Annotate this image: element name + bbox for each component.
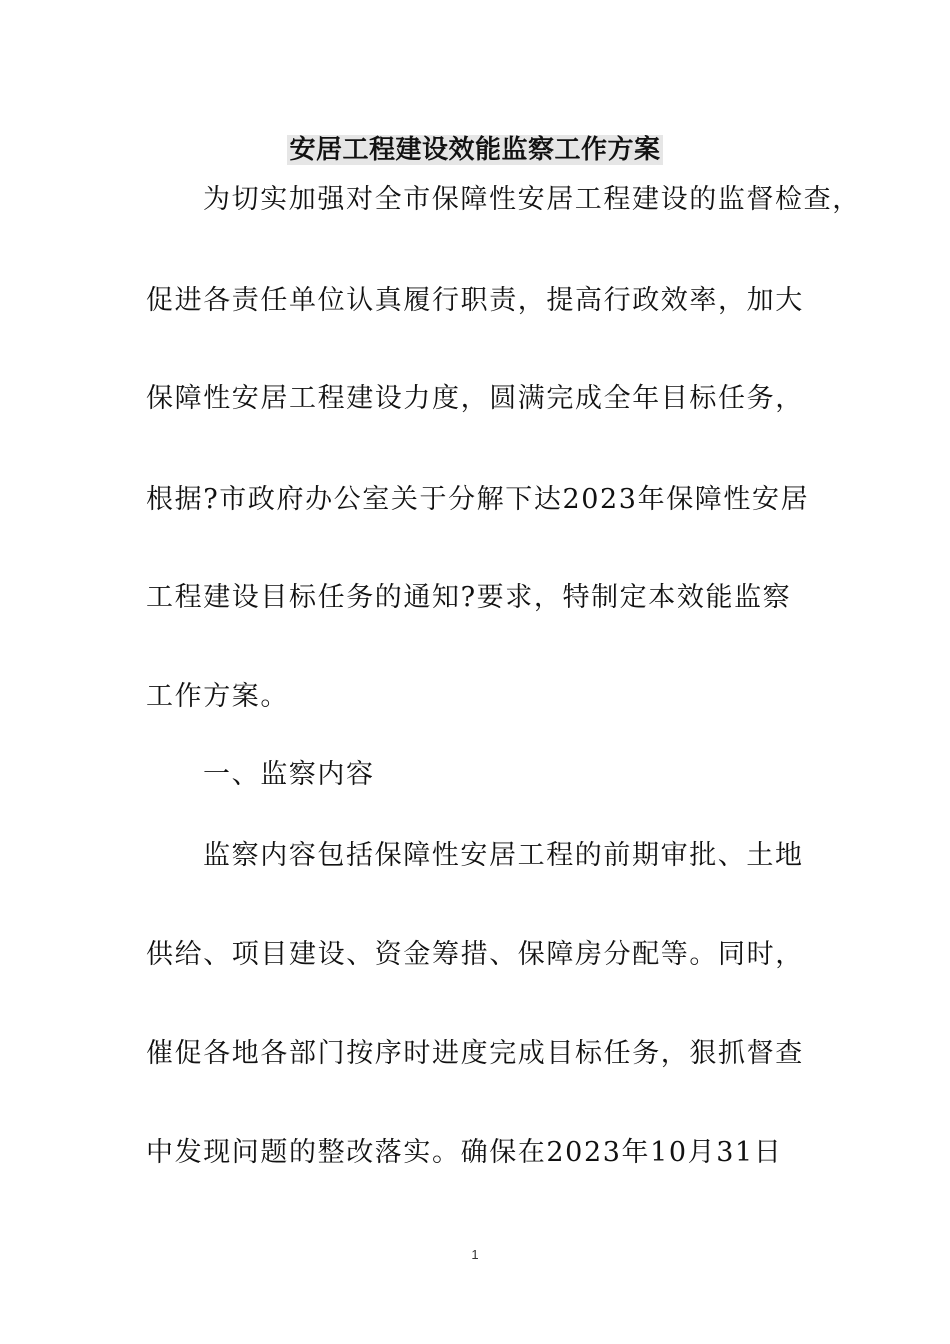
paragraph-line: 为切实加强对全市保障性安居工程建设的监督检查，: [203, 184, 861, 215]
document-title: 安居工程建设效能监察工作方案: [289, 135, 661, 165]
page-number: 1: [471, 1247, 479, 1262]
paragraph-line: 中发现问题的整改落实。确保在2023年10月31日: [146, 1137, 783, 1168]
paragraph-line: 工作方案。: [146, 681, 289, 712]
paragraph-line: 监察内容包括保障性安居工程的前期审批、土地: [203, 840, 804, 871]
section-heading: 一、监察内容: [203, 759, 375, 790]
paragraph-line: 催促各地各部门按序时进度完成目标任务，狠抓督查: [146, 1038, 804, 1069]
paragraph-line: 工程建设目标任务的通知?要求，特制定本效能监察: [146, 582, 792, 613]
paragraph-line: 保障性安居工程建设力度，圆满完成全年目标任务，: [146, 383, 804, 414]
document-title-wrapper: [0, 130, 950, 173]
paragraph-line: 促进各责任单位认真履行职责，提高行政效率，加大: [146, 285, 804, 316]
paragraph-line: 根据?市政府办公室关于分解下达2023年保障性安居: [146, 484, 810, 515]
paragraph-line: 供给、项目建设、资金筹措、保障房分配等。同时，: [146, 939, 804, 970]
